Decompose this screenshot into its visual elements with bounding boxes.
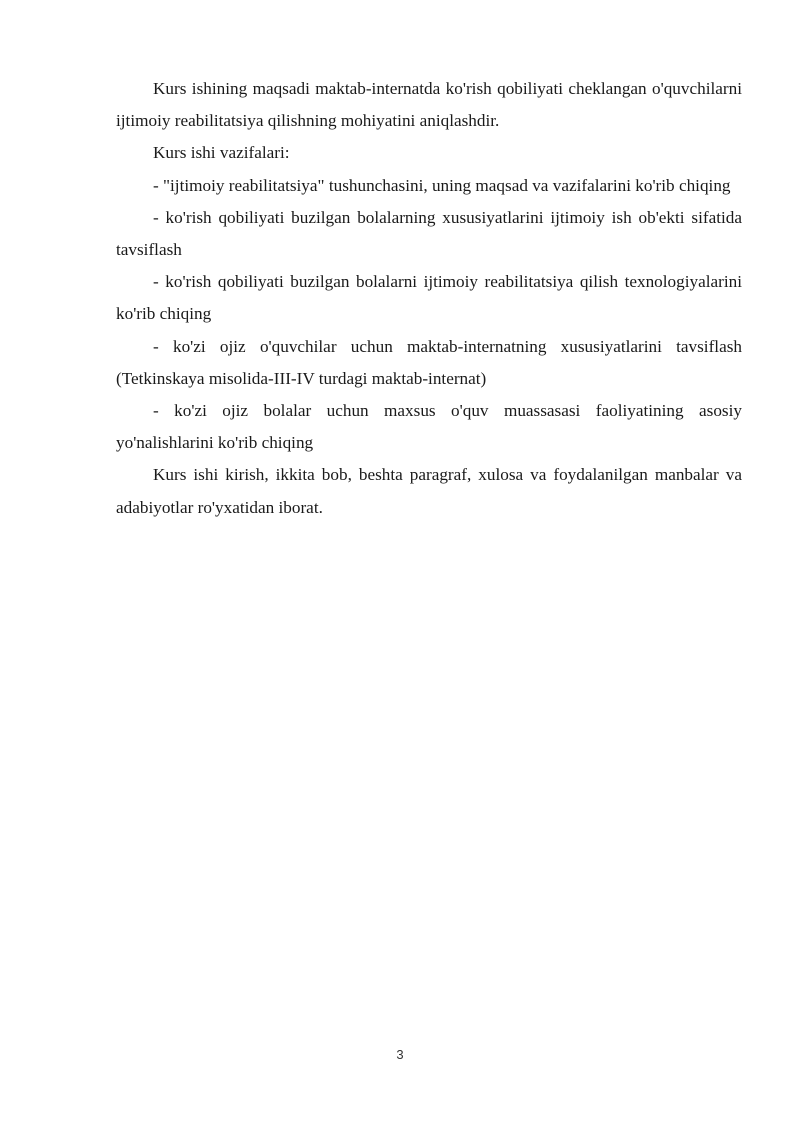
list-item-task-3: - ko'rish qobiliyati buzilgan bolalarni ijtimoiy reabilitatsiya qilish texnologiyalarini ko'rib chiqing: [116, 272, 742, 324]
paragraph-purpose: Kurs ishining maqsadi maktab-internatda ko'rish qobiliyati cheklangan o'quvchilarni ijtimoiy reabilitatsiya qilishning mohiyatini aniqlashdir.: [116, 79, 742, 131]
body-text: [116, 73, 742, 524]
list-item-task-1: - "ijtimoiy reabilitatsiya" tushunchasini, uning maqsad va vazifalarini ko'rib chiqing: [153, 175, 731, 195]
paragraph-structure: Kurs ishi kirish, ikkita bob, beshta paragraf, xulosa va foydalanilgan manbalar va adabiyotlar ro'yxatidan iborat.: [116, 465, 742, 517]
list-item-task-4: - ko'zi ojiz o'quvchilar uchun maktab-internatning xususiyatlarini tavsiflash (Tetkinskaya misolida-III-IV turdagi maktab-internat): [116, 336, 742, 388]
list-item-task-5: - ko'zi ojiz bolalar uchun maxsus o'quv muassasasi faoliyatining asosiy yo'nalishlarini ko'rib chiqing: [116, 401, 742, 453]
paragraph-tasks-heading: Kurs ishi vazifalari:: [153, 143, 290, 163]
list-item-task-2: - ko'rish qobiliyati buzilgan bolalarning xususiyatlarini ijtimoiy ish ob'ekti sifatida tavsiflash: [116, 207, 742, 260]
page-number: 3: [396, 1047, 404, 1062]
